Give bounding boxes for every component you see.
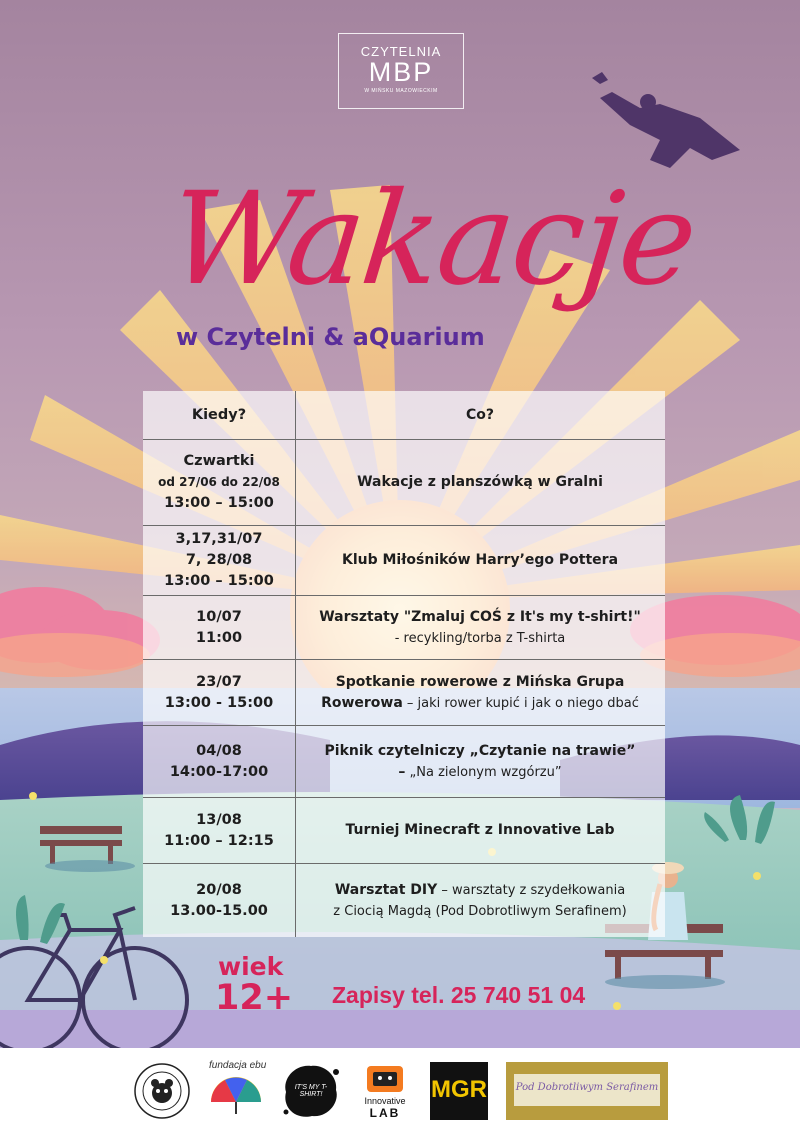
innovative-text: Innovative xyxy=(364,1096,406,1106)
serafin-logo xyxy=(506,1062,668,1120)
row-what: Wakacje z planszówką w Gralni xyxy=(357,474,603,490)
mgr-text: MGR xyxy=(431,1076,487,1103)
lab-text: LAB xyxy=(369,1106,401,1120)
schedule-table xyxy=(143,391,665,937)
library-logo xyxy=(338,33,464,109)
library-seal-logo xyxy=(132,1062,192,1120)
row-when: 20/08 13.00-15.00 xyxy=(170,881,268,919)
row-what: Klub Miłośników Harry’ego Pottera xyxy=(341,552,619,568)
row-what: Warsztaty "Zmaluj COŚ z It's my t-shirt!" - recykling/torba z T-shirta xyxy=(319,608,641,646)
table-row xyxy=(143,525,665,595)
poster-title: Wakacje xyxy=(162,165,702,314)
fundacja-ebu-text: fundacja ebu xyxy=(209,1060,267,1071)
robot-face-icon xyxy=(355,1062,415,1096)
table-row xyxy=(143,797,665,863)
signup-phone: Zapisy tel. 25 740 51 04 xyxy=(332,982,586,1008)
logo-top-text: CZYTELNIA xyxy=(360,44,442,59)
row-what: Spotkanie rowerowe z Mińska Grupa Rowerowa – jaki rower kupić i jak o niego dbać xyxy=(321,673,639,711)
header-when: Kiedy? xyxy=(191,406,247,423)
row-when: 3,17,31/07 7, 28/08 13:00 – 15:00 xyxy=(164,531,274,589)
its-my-tshirt-logo xyxy=(280,1062,342,1120)
row-when: 13/08 11:00 – 12:15 xyxy=(164,811,274,849)
header-what: Co? xyxy=(465,406,494,423)
row-when: 04/08 14:00-17:00 xyxy=(169,742,269,780)
serafin-text: Pod Dobrotliwym Serafinem xyxy=(515,1082,659,1093)
table-header-row xyxy=(143,391,665,439)
poster-subtitle: w Czytelni & aQuarium xyxy=(176,323,485,351)
row-what: Piknik czytelniczy „Czytanie na trawie” – „Na zielonym wzgórzu” xyxy=(324,742,636,780)
its-my-tshirt-text: IT'S MY T-SHIRT! xyxy=(294,1084,328,1098)
table-row xyxy=(143,863,665,937)
row-what: Warsztat DIY – warsztaty z szydełkowania z Ciocią Magdą (Pod Dobrotliwym Serafinem) xyxy=(333,881,627,919)
row-what: Turniej Minecraft z Innovative Lab xyxy=(345,822,615,838)
fundacja-ebu-logo xyxy=(205,1062,267,1120)
row-when: 10/07 11:00 xyxy=(195,608,243,646)
mgr-logo xyxy=(430,1062,488,1120)
row-when: Czwartki od 27/06 do 22/08 13:00 – 15:00 xyxy=(158,453,280,511)
logo-main-text: MBP xyxy=(368,57,434,87)
table-row xyxy=(143,659,665,725)
table-row xyxy=(143,595,665,659)
row-when: 23/07 13:00 - 15:00 xyxy=(164,673,274,711)
table-row xyxy=(143,725,665,797)
table-row xyxy=(143,439,665,525)
sponsor-strip xyxy=(0,1048,800,1132)
innovative-lab-logo xyxy=(355,1062,415,1120)
age-label: wiek xyxy=(218,952,284,981)
logo-sub-text: W MIŃSKU MAZOWIECKIM xyxy=(364,88,438,94)
age-value: 12+ xyxy=(215,978,294,1018)
